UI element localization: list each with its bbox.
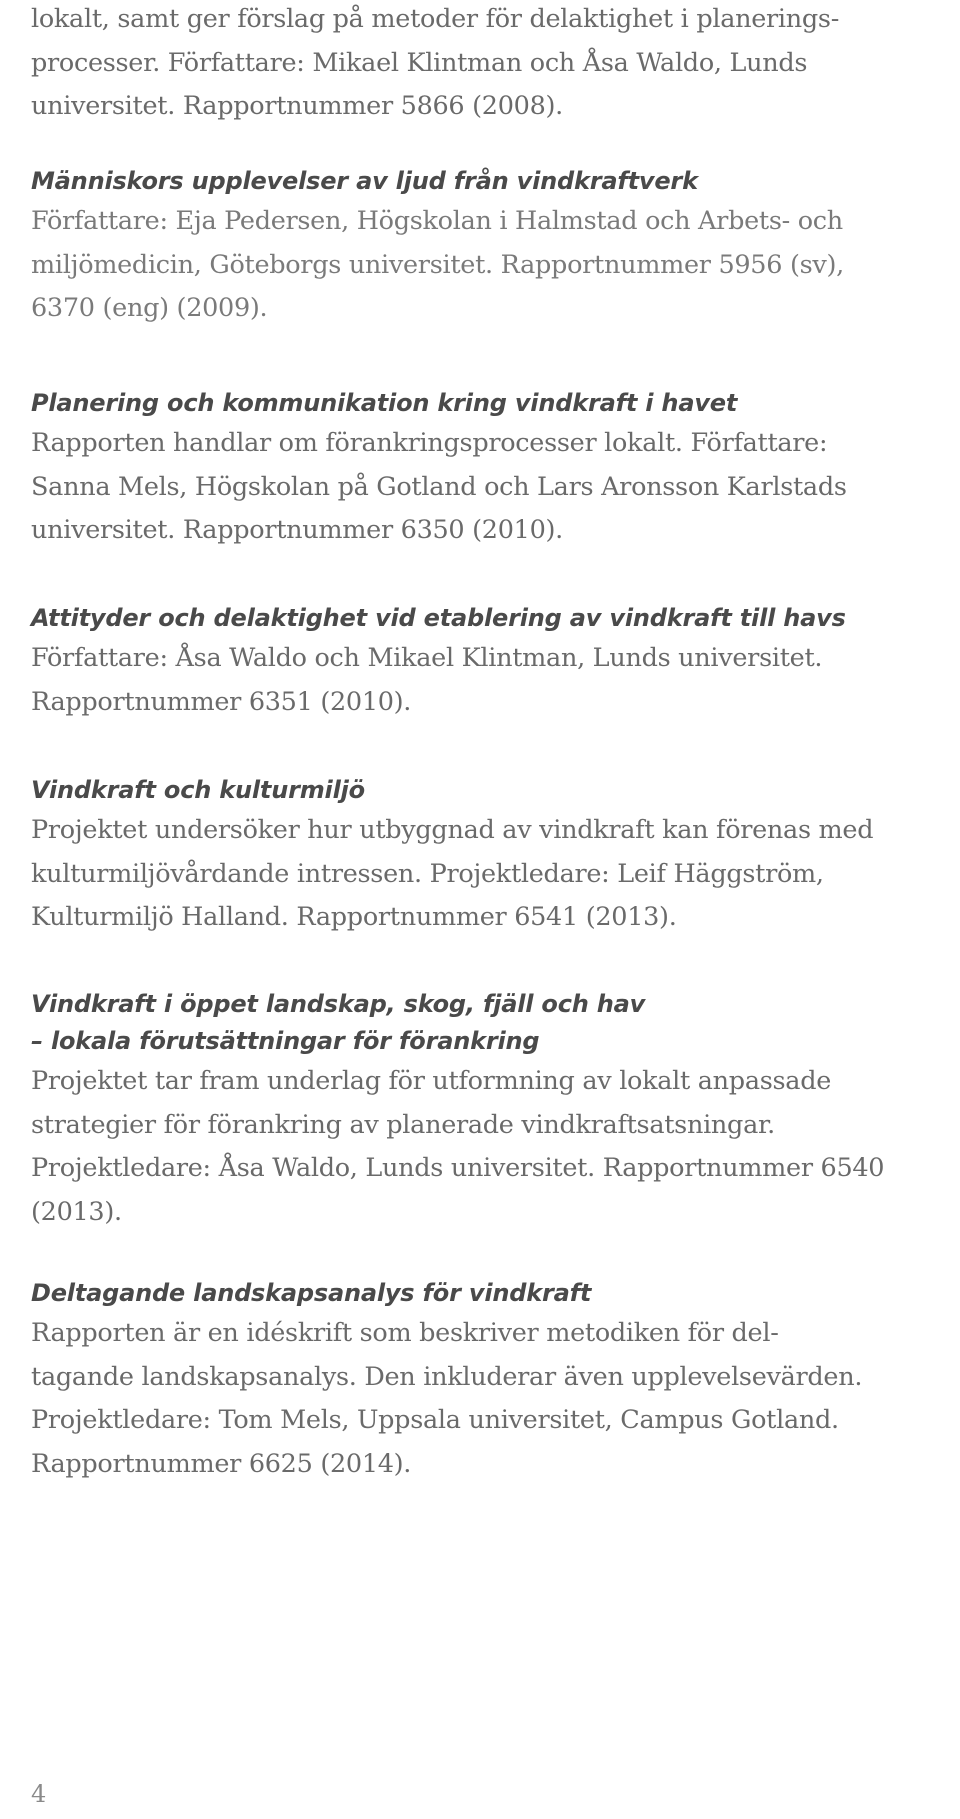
body-line: lokalt, samt ger förslag på metoder för delaktighet i planerings- bbox=[31, 4, 840, 34]
body-line: Rapporten är en idéskrift som beskriver metodiken för del- bbox=[31, 1318, 779, 1348]
entry-body bbox=[31, 637, 846, 724]
body-line: tagande landskapsanalys. Den inkluderar även upplevelsevärden. bbox=[31, 1361, 863, 1392]
title-line: Människors upplevelser av ljud från vindkraftverk bbox=[31, 167, 698, 195]
body-line: Sanna Mels, Högskolan på Gotland och Lars Aronsson Karlstads bbox=[31, 471, 847, 502]
title-line: Vindkraft i öppet landskap, skog, fjäll och hav bbox=[31, 990, 646, 1018]
body-line: 6370 (eng) (2009). bbox=[31, 293, 268, 323]
entry-title bbox=[31, 772, 873, 809]
entry-title bbox=[31, 163, 844, 200]
body-line: strategier för förankring av planerade vindkraftsatsningar. bbox=[31, 1109, 775, 1140]
entry-body bbox=[31, 1060, 884, 1234]
entry-title bbox=[31, 986, 884, 1060]
body-line: Projektet tar fram underlag för utformning av lokalt anpassade bbox=[31, 1066, 832, 1096]
body-line: miljömedicin, Göteborgs universitet. Rapportnummer 5956 (sv), bbox=[31, 249, 844, 280]
publication-entry bbox=[31, 163, 844, 331]
body-line: universitet. Rapportnummer 6350 (2010). bbox=[31, 515, 563, 545]
page-number: 4 bbox=[31, 1780, 47, 1808]
intro-body bbox=[31, 0, 839, 129]
body-line: Kulturmiljö Halland. Rapportnummer 6541 (2013). bbox=[31, 902, 677, 932]
body-line: (2013). bbox=[31, 1196, 122, 1227]
title-line: Planering och kommunikation kring vindkraft i havet bbox=[31, 389, 738, 417]
entry-body bbox=[31, 200, 844, 331]
publication-entry bbox=[31, 986, 884, 1234]
publication-entry bbox=[31, 772, 873, 940]
body-line: Författare: Eja Pedersen, Högskolan i Halmstad och Arbets- och bbox=[31, 206, 843, 236]
body-line: Rapportnummer 6351 (2010). bbox=[31, 686, 412, 717]
title-line: – lokala förutsättningar för förankring bbox=[31, 1027, 540, 1055]
entry-body bbox=[31, 422, 847, 553]
body-line: kulturmiljövårdande intressen. Projektledare: Leif Häggström, bbox=[31, 858, 824, 889]
body-line: Projektledare: Tom Mels, Uppsala universitet, Campus Gotland. bbox=[31, 1405, 839, 1435]
entry-body bbox=[31, 1312, 862, 1486]
body-line: Projektet undersöker hur utbyggnad av vindkraft kan förenas med bbox=[31, 815, 874, 845]
entry-title bbox=[31, 1275, 862, 1312]
entry-title bbox=[31, 385, 847, 422]
body-line: processer. Författare: Mikael Klintman och Åsa Waldo, Lunds bbox=[31, 47, 808, 78]
body-line: universitet. Rapportnummer 5866 (2008). bbox=[31, 91, 563, 121]
publication-entry bbox=[31, 600, 846, 724]
title-line: Vindkraft och kulturmiljö bbox=[31, 776, 365, 804]
body-line: Projektledare: Åsa Waldo, Lunds universitet. Rapportnummer 6540 bbox=[31, 1153, 885, 1183]
body-line: Författare: Åsa Waldo och Mikael Klintman, Lunds universitet. bbox=[31, 643, 823, 673]
entry-title bbox=[31, 600, 846, 637]
title-line: Attityder och delaktighet vid etablering av vindkraft till havs bbox=[31, 604, 846, 632]
publication-entry bbox=[31, 1275, 862, 1486]
publication-entry bbox=[31, 385, 847, 553]
body-line: Rapportnummer 6625 (2014). bbox=[31, 1448, 412, 1479]
body-line: Rapporten handlar om förankringsprocesser lokalt. Författare: bbox=[31, 428, 828, 458]
title-line: Deltagande landskapsanalys för vindkraft bbox=[31, 1279, 592, 1307]
entry-body bbox=[31, 809, 873, 940]
intro-paragraph bbox=[31, 0, 839, 129]
